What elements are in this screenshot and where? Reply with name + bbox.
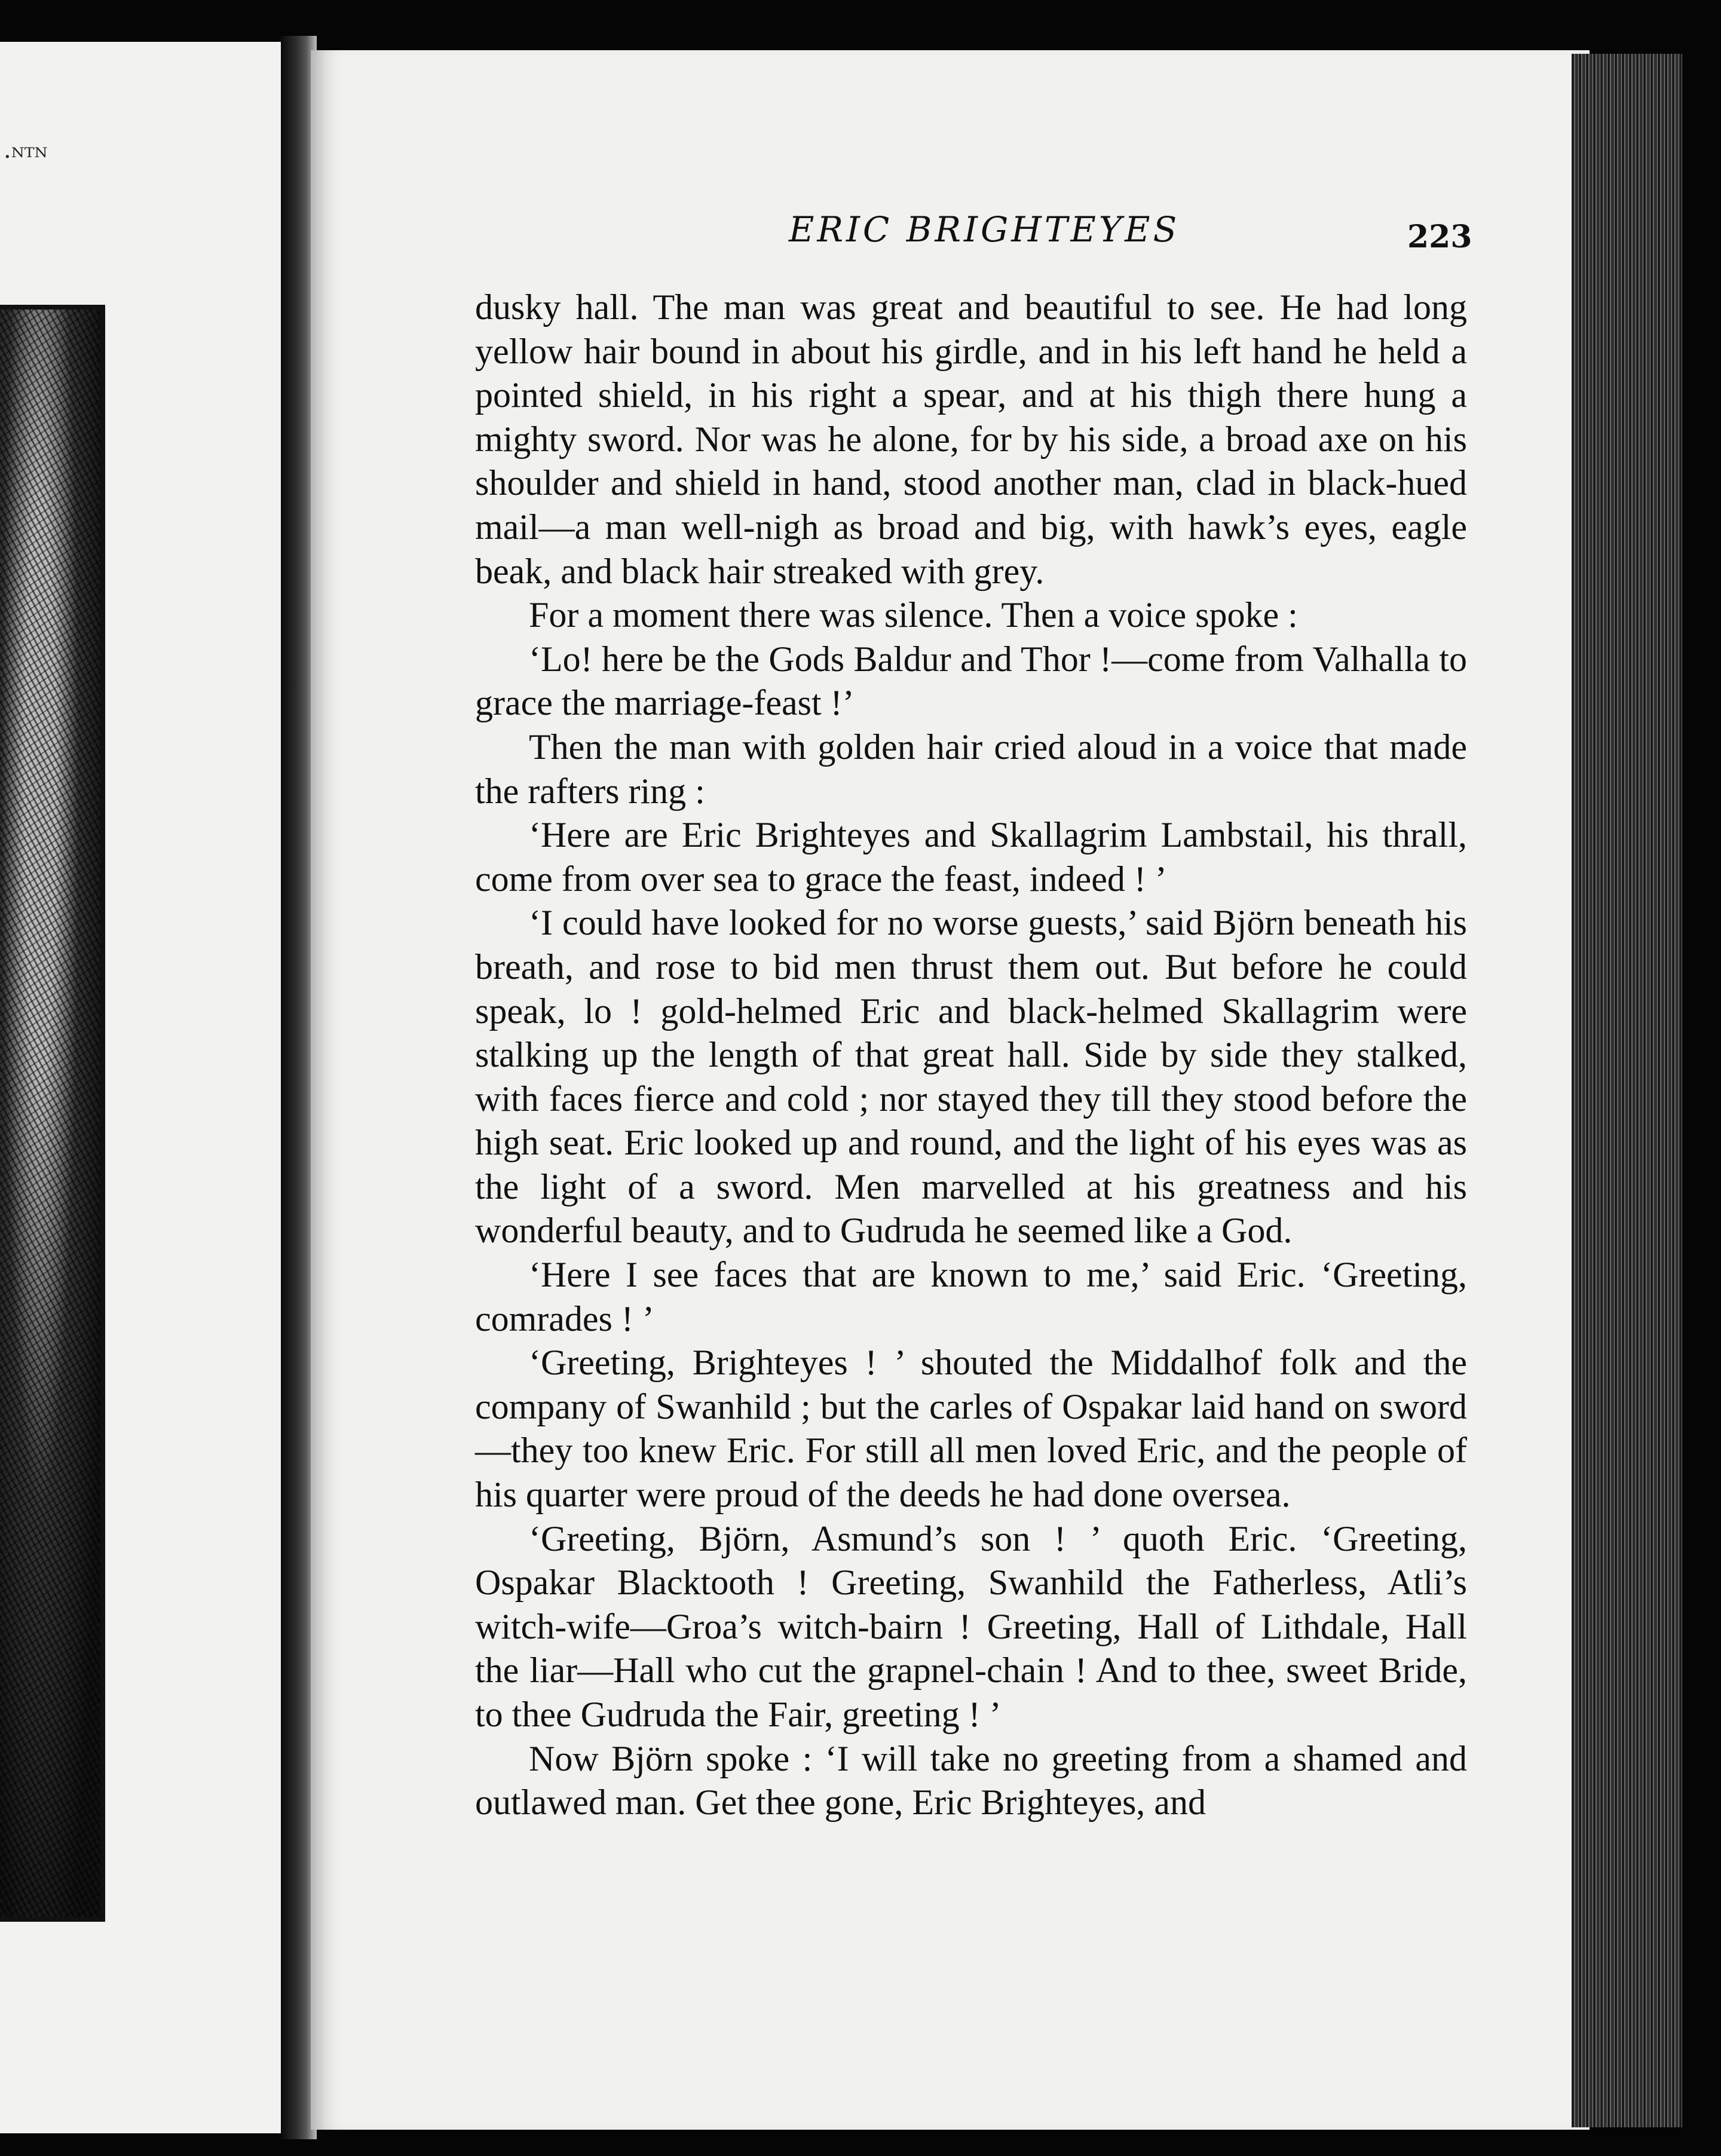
running-head: ERIC BRIGHTEYES: [789, 209, 1180, 250]
left-page-folio: ·ᴺᵀᴺ: [4, 143, 48, 171]
paragraph: Now Björn spoke : ‘I will take no greeting from a shamed and outlawed man. Get thee gone, Eric Brighteyes, and: [475, 1738, 1467, 1823]
page-number: 223: [1407, 219, 1472, 255]
engraving-illustration: [0, 305, 105, 1922]
paragraph: ‘Here are Eric Brighteyes and Skallagrim Lambstail, his thrall, come from over sea to grace the feast, indeed ! ’: [475, 815, 1467, 899]
body-text: [475, 286, 1467, 1825]
paragraph: ‘I could have looked for no worse guests,’ said Björn beneath his breath, and rose to bid men thrust them out. But before he could speak, lo ! gold-helmed Eric and black-helmed Skallagrim were stalking up the length of that great hall. Side by side they stalked, with faces fierce and cold ; nor stayed they till they stood before the high seat. Eric looked up and round, and the light of his eyes was as the light of a sword. Men marvelled at his greatness and his wonderful beauty, and to Gudruda he seemed like a God.: [475, 903, 1467, 1251]
paragraph: ‘Greeting, Björn, Asmund’s son ! ’ quoth Eric. ‘Greeting, Ospakar Blacktooth ! Greeting, Swanhild the Fatherless, Atli’s witch-wife—Groa’s witch-bairn ! Greeting, Hall of Lithdale, Hall the liar—Hall who cut the grapnel-chain ! And to thee, sweet Bride, to thee Gudruda the Fair, greeting ! ’: [475, 1518, 1467, 1734]
paragraph: For a moment there was silence. Then a voice spoke :: [529, 595, 1298, 635]
paragraph: ‘Greeting, Brighteyes ! ’ shouted the Middalhof folk and the company of Swanhild ; but the carles of Ospakar laid hand on sword—they too knew Eric. For still all men loved Eric, and the people of his quarter were proud of the deeds he had done oversea.: [475, 1343, 1467, 1515]
paragraph: ‘Here I see faces that are known to me,’ said Eric. ‘Greeting, comrades ! ’: [475, 1255, 1467, 1339]
paragraph: ‘Lo! here be the Gods Baldur and Thor !—come from Valhalla to grace the marriage-feast !’: [475, 639, 1467, 723]
paragraph: Then the man with golden hair cried aloud in a voice that made the rafters ring :: [475, 727, 1467, 811]
page-edges: [1572, 54, 1682, 2127]
paragraph: dusky hall. The man was great and beautiful to see. He had long yellow hair bound in about his girdle, and in his left hand he held a pointed shield, in his right a spear, and at his thigh there hung a mighty sword. Nor was he alone, for by his side, a broad axe on his shoulder and shield in hand, stood another man, clad in black-hued mail—a man well-nigh as broad and big, with hawk’s eyes, eagle beak, and black hair streaked with grey.: [475, 287, 1467, 591]
left-facing-page: [0, 42, 284, 2133]
